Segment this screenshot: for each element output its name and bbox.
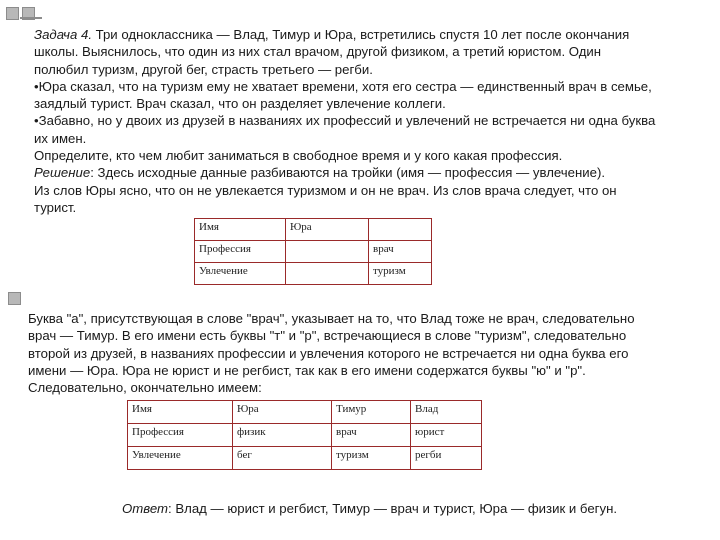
answer-label: Ответ (122, 501, 169, 516)
question: Определите, кто чем любит заниматься в свободное время и у кого какая профессия. (34, 148, 563, 164)
reasoning-line: врач — Тимур. В его имени есть буквы "т" и "р", встречающиеся в слове "туризм", следовательно (28, 328, 627, 344)
solution-label: Решение (34, 165, 91, 181)
fact-1-cont: заядлый турист. Врач сказал, что он разделяет увлечение коллеги. (34, 96, 446, 112)
table-cell: юрист (411, 424, 482, 447)
table-cell: Тимур (332, 401, 411, 424)
answer-text: : Влад — юрист и регбист, Тимур — врач и турист, Юра — физик и бегун. (168, 501, 618, 516)
fact-2-cont: их имен. (34, 130, 87, 146)
bullet-line (20, 17, 42, 19)
table-row (195, 263, 432, 285)
table-cell (286, 263, 369, 285)
fact-1: •Юра сказал, что на туризм ему не хватает времени, хотя его сестра — единственный врач в семье, (34, 78, 652, 94)
table-cell: Профессия (195, 241, 286, 263)
task-intro: Три одноклассника — Влад, Тимур и Юра, встретились спустя 10 лет после окончания (92, 27, 630, 42)
answer (122, 501, 617, 516)
task-text (34, 26, 714, 216)
task-line: школы. Выяснилось, что один из них стал врачом, другой физиком, а третий юристом. Один (34, 44, 602, 60)
table-cell: регби (411, 447, 482, 470)
table-cell: Профессия (128, 424, 233, 447)
reasoning-line: второй из друзей, в названиях профессии и увлечения которого не встречается ни одна буква его (28, 345, 629, 361)
table-cell: Увлечение (195, 263, 286, 285)
reasoning-text (28, 310, 708, 396)
final-table (127, 400, 482, 470)
yura-line: турист. (34, 199, 77, 215)
task-title: Задача 4. (34, 27, 92, 42)
bullet-square-icon (8, 292, 21, 305)
table-cell: бег (233, 447, 332, 470)
table-cell (369, 219, 432, 241)
yura-line: Из слов Юры ясно, что он не увлекается туризмом и он не врач. Из слов врача следует, что он (34, 182, 617, 198)
reasoning-line: Следовательно, окончательно имеем: (28, 380, 262, 396)
table-row (128, 424, 482, 447)
table-cell: Увлечение (128, 447, 233, 470)
table-cell (286, 241, 369, 263)
table-cell: врач (369, 241, 432, 263)
bullet-square-icon (6, 7, 19, 20)
table-row (195, 219, 432, 241)
table-cell: Юра (286, 219, 369, 241)
partial-table (194, 218, 432, 285)
table-cell: Влад (411, 401, 482, 424)
table-cell: туризм (369, 263, 432, 285)
table-cell: Имя (195, 219, 286, 241)
table-cell: врач (332, 424, 411, 447)
bullet-icon: • (34, 78, 39, 94)
table-row (195, 241, 432, 263)
table-row (128, 401, 482, 424)
table-cell: Юра (233, 401, 332, 424)
slide-bullet-icon (6, 6, 42, 26)
task-first-line (34, 26, 714, 43)
table-cell: физик (233, 424, 332, 447)
table-cell: туризм (332, 447, 411, 470)
reasoning-line: Буква "а", присутствующая в слове "врач", указывает на то, что Влад тоже не врач, следовательно (28, 311, 635, 326)
table-row (128, 447, 482, 470)
reasoning-line: имени — Юра. Юра не юрист и не регбист, так как в его имени содержатся буквы "ю" и "р". (28, 362, 586, 378)
task-line: полюбил туризм, другой бег, страсть третьего — регби. (34, 61, 373, 77)
table-cell: Имя (128, 401, 233, 424)
bullet-icon: • (34, 113, 39, 129)
solution-line: Решение: Здесь исходные данные разбиваются на тройки (имя — профессия — увлечение). (34, 165, 606, 181)
fact-2: •Забавно, но у двоих из друзей в названиях их профессий и увлечений не встречается ни одна буква (34, 113, 656, 129)
